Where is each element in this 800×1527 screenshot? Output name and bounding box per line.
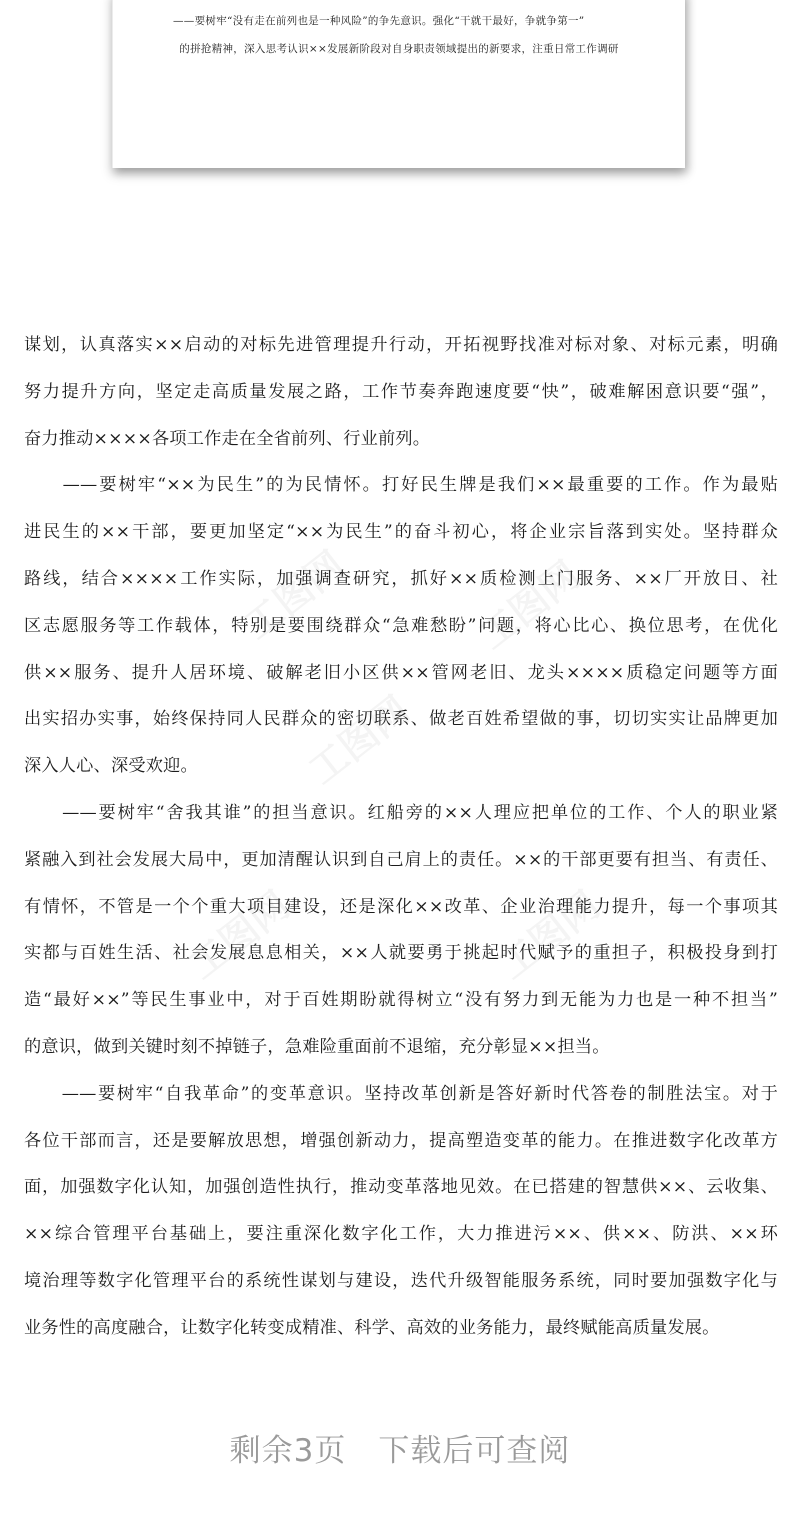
document-preview-card [112, 0, 685, 168]
document-body [24, 322, 778, 1352]
body-line: 供××服务、提升人居环境、破解老旧小区供××管网老旧、龙头××××质稳定问题等方面 [24, 662, 778, 683]
body-line: 奋力推动××××各项工作走在全省前列、行业前列。 [24, 428, 431, 449]
body-line: 谋划，认真落实××启动的对标先进管理提升行动，开拓视野找准对标对象、对标元素，明确 [24, 335, 778, 355]
body-line: 努力提升方向，坚定走高质量发展之路，工作节奏奔跑速度要“快”，破难解困意识要“强”， [24, 381, 778, 402]
body-line: 深入人心、深受欢迎。 [24, 756, 198, 777]
body-line: 面，加强数字化认知，加强创造性执行，推动变革落地见效。在已搭建的智慧供××、云收集、 [24, 1177, 778, 1198]
card-text-line-2: 的拼抢精神，深入思考认识××发展新阶段对自身职责领域提出的新要求，注重日常工作调研 [179, 43, 619, 55]
body-line: 实都与百姓生活、社会发展息息相关，××人就要勇于挑起时代赋予的重担子，积极投身到打 [24, 943, 778, 964]
body-line: 造“最好××”等民生事业中，对于百姓期盼就得树立“没有努力到无能为力也是一种不担当” [24, 990, 778, 1011]
body-line: 路线，结合××××工作实际，加强调查研究，抓好××质检测上门服务、××厂开放日、社 [24, 568, 778, 589]
body-line: ——要树牢“××为民生”的为民情怀。打好民生牌是我们××最重要的工作。作为最贴 [24, 475, 778, 496]
body-line: ××综合管理平台基础上，要注重深化数字化工作，大力推进污××、供××、防洪、××环 [24, 1224, 778, 1245]
body-line: 紧融入到社会发展大局中，更加清醒认识到自己肩上的责任。××的干部更要有担当、有责任、 [24, 849, 778, 870]
body-line: ——要树牢“舍我其谁”的担当意识。红船旁的××人理应把单位的工作、个人的职业紧 [24, 802, 778, 823]
body-line: 业务性的高度融合，让数字化转变成精准、科学、高效的业务能力，最终赋能高质量发展。 [24, 1317, 720, 1338]
body-line: 的意识，做到关键时刻不掉链子，急难险重面前不退缩，充分彰显××担当。 [24, 1036, 610, 1057]
remaining-pages-download-prompt[interactable]: 剩余3页 下载后可查阅 [229, 1433, 571, 1469]
body-line: 境治理等数字化管理平台的系统性谋划与建设，迭代升级智能服务系统，同时要加强数字化与 [24, 1270, 778, 1291]
card-text-line-1: ——要树牢“没有走在前列也是一种风险”的争先意识。强化“干就干最好，争就争第一” [173, 15, 585, 27]
body-line: ——要树牢“自我革命”的变革意识。坚持改革创新是答好新时代答卷的制胜法宝。对于 [24, 1083, 778, 1104]
body-line: 出实招办实事，始终保持同人民群众的密切联系、做老百姓希望做的事，切切实实让品牌更加 [24, 709, 778, 730]
body-line: 进民生的××干部，要更加坚定“××为民生”的奋斗初心，将企业宗旨落到实处。坚持群众 [24, 522, 778, 543]
body-line: 有情怀，不管是一个个重大项目建设，还是深化××改革、企业治理能力提升，每一个事项其 [24, 896, 778, 917]
body-line: 各位干部而言，还是要解放思想，增强创新动力，提高塑造变革的能力。在推进数字化改革方 [24, 1130, 778, 1151]
body-line: 区志愿服务等工作载体，特别是要围绕群众“急难愁盼”问题，将心比心、换位思考，在优化 [24, 615, 778, 636]
